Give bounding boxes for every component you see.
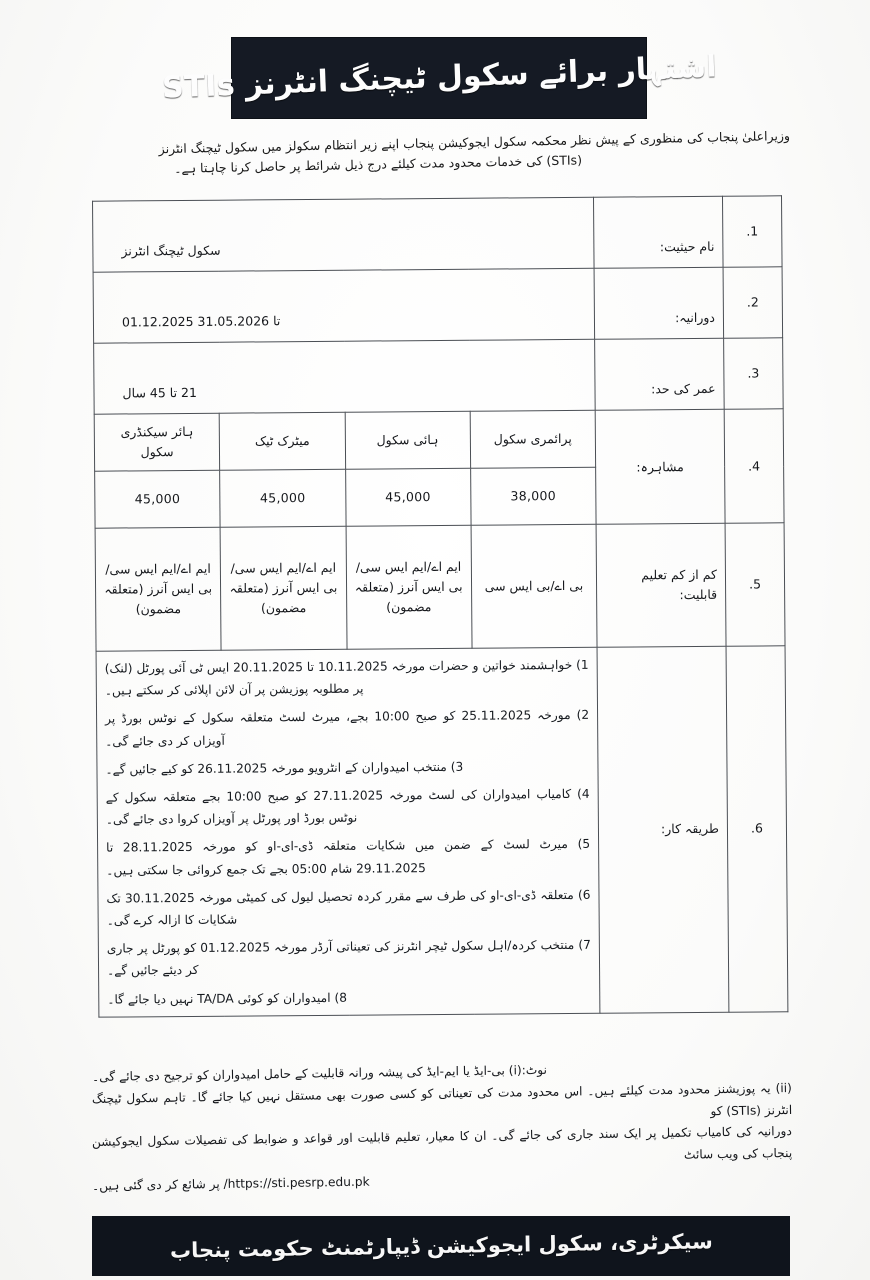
- table-row-qualification: [95, 523, 785, 651]
- pay-column-metric-tech: میٹرک ٹیک: [219, 412, 345, 470]
- list-item: 4) کامیاب امیدواران کی لسٹ مورخہ 27.11.2025 کو صبح 10:00 بجے متعلقہ سکول کے نوٹس بورڈ اور پورٹل پر آویزاں کروا دی جائے گی۔: [105, 786, 590, 827]
- list-item: 2) مورخہ 25.11.2025 کو صبح 10:00 بجے، میرٹ لسٹ متعلقہ سکول کے نوٹس بورڈ پر آویزاں کر دی جائے گی۔: [105, 708, 590, 749]
- list-item: 5) میرٹ لسٹ کے ضمن میں شکایات متعلقہ ڈی-ای-او کو مورخہ 28.11.2025 تا 29.11.2025 شام 05:00 بجے تک جمع کروائی جا سکتی ہیں۔: [106, 837, 591, 878]
- intro-paragraph: [158, 126, 791, 177]
- list-item: 1) خواہشمند خواتین و حضرات مورخہ 10.11.2025 تا 20.11.2025 ایس ٹی آئی پورٹل (لنک) پر مطلوبہ پوزیشن پر آن لائن اپلائی کر سکتے ہیں۔: [104, 657, 589, 698]
- page-title: اشتہار برائے سکول ٹیچنگ انٹرنز STIs: [161, 49, 717, 106]
- pay-value-metric-tech: 45,000: [220, 469, 346, 527]
- qualification-label-line-1: کم از کم تعلیم: [641, 566, 718, 583]
- qualification-metric-tech: ایم اے/ایم ایس سی/بی ایس آنرز (متعلقہ مضمون): [220, 526, 346, 650]
- pay-column-high: ہائی سکول: [345, 411, 471, 469]
- row-label-pay: مشاہرہ:: [595, 409, 725, 524]
- qualification-high: ایم اے/ایم ایس سی/بی ایس آنرز (متعلقہ مضمون): [346, 525, 472, 649]
- pay-value-primary: 38,000: [470, 467, 596, 525]
- table-row: [93, 267, 783, 343]
- row-value-age-limit: 21 تا 45 سال: [94, 339, 596, 414]
- note-line-4-website[interactable]: https://sti.pesrp.edu.pk/ پر شائع کر دی گئی ہیں۔: [91, 1174, 370, 1193]
- pay-column-higher-secondary: ہائر سیکنڈری سکول: [94, 413, 220, 471]
- qualification-higher-secondary: ایم اے/ایم ایس سی/بی ایس آنرز (متعلقہ مضمون): [95, 527, 221, 651]
- row-number: .1: [722, 196, 782, 267]
- table-row-method: [96, 646, 788, 1017]
- note-line-3: دورانیہ کی کامیاب تکمیل پر ایک سند جاری کی جائے گی۔ ان کا معیار، تعلیم قابلیت اور قواعد و ضوابط کی تفصیلات سکول ایجوکیشن پنجاب کی ویب سائٹ: [91, 1124, 793, 1162]
- intro-line-1: وزیراعلیٰ پنجاب کی منظوری کے پیش نظر محکمہ سکول ایجوکیشن پنجاب اپنے زیر انتظام سکولز میں سکول ٹیچنگ انٹرنز: [158, 128, 791, 157]
- list-item: 3) منتخب امیدواران کے انٹرویو مورخہ 26.11.2025 کو کیے جائیں گے۔: [105, 759, 464, 777]
- title-banner: [161, 38, 717, 118]
- issuing-authority: سیکرٹری، سکول ایجوکیشن ڈیپارٹمنٹ حکومت پنجاب: [169, 1229, 713, 1263]
- row-number: .5: [725, 523, 785, 646]
- row-label-age-limit: عمر کی حد:: [595, 338, 725, 410]
- qualification-primary: بی اے/بی ایس سی: [471, 524, 597, 648]
- pay-value-high: 45,000: [345, 468, 471, 526]
- list-item: 7) منتخب کردہ/اہل سکول ٹیچر انٹرنز کی تعیناتی آرڈر مورخہ 01.12.2025 کو پورٹل پر جاری کر دیئے جائیں گے۔: [106, 938, 591, 979]
- conditions-table: [92, 195, 788, 1017]
- row-value-designation: سکول ٹیچنگ انٹرنز: [93, 197, 595, 272]
- row-number: .3: [724, 338, 784, 409]
- pay-value-higher-secondary: 45,000: [95, 470, 221, 528]
- list-item: 8) امیدواران کو کوئی TA/DA نہیں دیا جائے گا۔: [107, 990, 348, 1007]
- list-item: 6) متعلقہ ڈی-ای-او کی طرف سے مقرر کردہ تحصیل لیول کی کمیٹی مورخہ 30.11.2025 تک شکایات کا ازالہ کرے گی۔: [106, 887, 591, 928]
- row-number: .4: [724, 409, 784, 523]
- qualification-label-line-2: قابلیت:: [679, 586, 718, 603]
- footer-banner: [92, 1216, 790, 1276]
- table-row: [94, 338, 784, 414]
- table-row: [93, 196, 783, 272]
- table-row-pay-headers: [94, 409, 783, 471]
- footer-notes: [91, 1056, 793, 1193]
- row-value-duration: 01.12.2025 تا 31.05.2026: [93, 268, 595, 343]
- row-label-designation: نام حیثیت:: [593, 196, 723, 268]
- method-steps-cell: [96, 647, 600, 1017]
- row-label-method: طریقہ کار:: [597, 646, 729, 1013]
- note-line-1: نوٹ:(i) بی-ایڈ یا ایم-ایڈ کی پیشہ ورانہ قابلیت کے حامل امیدواران کو ترجیح دی جائے گی۔: [91, 1062, 548, 1084]
- row-number: .6: [726, 646, 788, 1012]
- pay-column-primary: پرائمری سکول: [470, 410, 596, 468]
- intro-line-2: (STIs) کی خدمات محدود مدت کیلئے درج ذیل شرائط پر حاصل کرنا چاہتا ہے۔: [173, 152, 583, 177]
- note-line-2: (ii) یہ پوزیشنز محدود مدت کیلئے ہیں۔ اس محدود مدت کی تعیناتی کو کسی صورت بھی مستقل نہیں کیا جائے گا۔ تاہم سکول ٹیچنگ انٹرنز (STIs) کو: [91, 1080, 793, 1118]
- row-label-qualification: [596, 523, 726, 647]
- method-steps-list: [105, 654, 592, 1011]
- row-label-duration: دورانیہ:: [594, 267, 724, 339]
- row-number: .2: [723, 267, 783, 338]
